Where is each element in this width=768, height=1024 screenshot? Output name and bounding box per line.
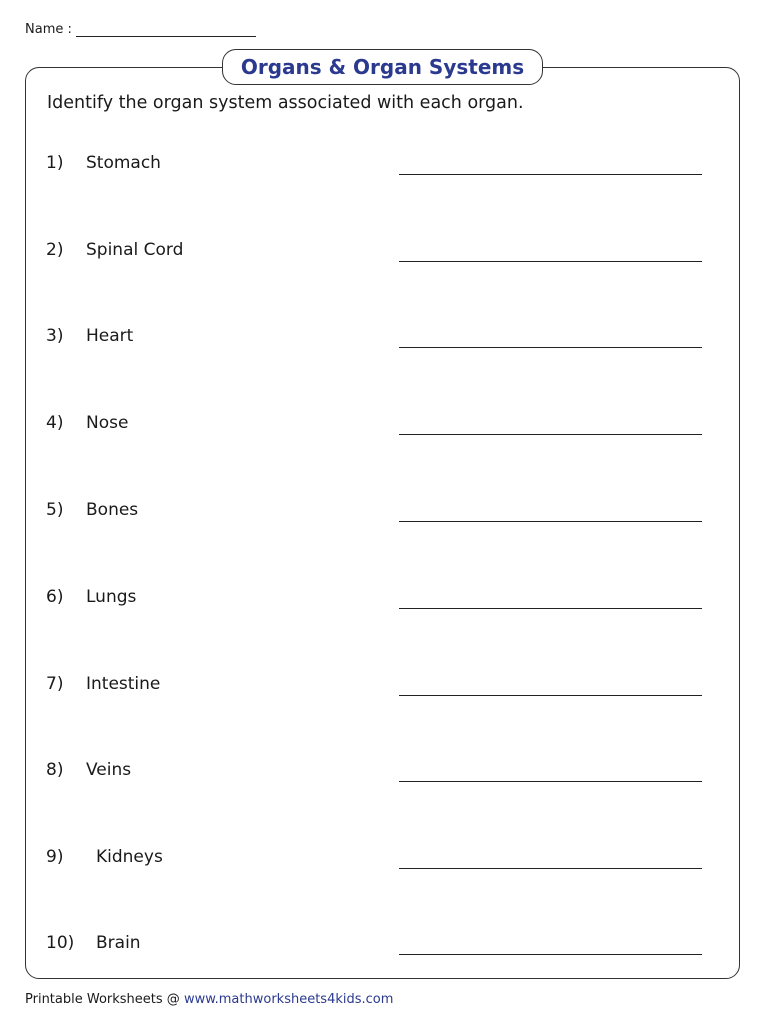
footer [25, 992, 393, 1007]
question-row [0, 933, 768, 963]
question-row [0, 500, 768, 530]
question-row [0, 240, 768, 270]
answer-line[interactable] [399, 695, 702, 696]
organ-label: Veins [86, 760, 132, 780]
question-row [0, 847, 768, 877]
answer-line[interactable] [399, 261, 702, 262]
question-row [0, 413, 768, 443]
question-row [0, 760, 768, 790]
organ-label: Intestine [86, 674, 161, 694]
answer-line[interactable] [399, 781, 702, 782]
question-number: 5) [46, 500, 64, 520]
name-label: Name : [25, 22, 72, 37]
question-number: 1) [46, 153, 64, 173]
answer-line[interactable] [399, 868, 702, 869]
answer-line[interactable] [399, 174, 702, 175]
instructions-text: Identify the organ system associated with each organ. [47, 93, 524, 113]
answer-line[interactable] [399, 954, 702, 955]
organ-label: Brain [96, 933, 141, 953]
organ-label: Stomach [86, 153, 161, 173]
question-number: 9) [46, 847, 64, 867]
footer-link[interactable]: www.mathworksheets4kids.com [183, 992, 394, 1007]
answer-line[interactable] [399, 434, 702, 435]
footer-prefix: Printable Worksheets @ [25, 992, 184, 1007]
organ-label: Heart [86, 326, 134, 346]
question-number: 7) [46, 674, 64, 694]
answer-line[interactable] [399, 608, 702, 609]
name-input-line[interactable] [76, 22, 256, 37]
question-number: 3) [46, 326, 64, 346]
question-number: 4) [46, 413, 64, 433]
question-number: 8) [46, 760, 64, 780]
question-number: 2) [46, 240, 64, 260]
organ-label: Nose [86, 413, 129, 433]
worksheet-title: Organs & Organ Systems [222, 49, 543, 85]
organ-label: Spinal Cord [86, 240, 184, 260]
answer-line[interactable] [399, 347, 702, 348]
question-row [0, 587, 768, 617]
question-row [0, 674, 768, 704]
question-row [0, 326, 768, 356]
question-row [0, 153, 768, 183]
name-field-row [25, 22, 256, 37]
question-number: 6) [46, 587, 64, 607]
organ-label: Lungs [86, 587, 137, 607]
organ-label: Kidneys [96, 847, 163, 867]
organ-label: Bones [86, 500, 139, 520]
answer-line[interactable] [399, 521, 702, 522]
question-number: 10) [46, 933, 75, 953]
